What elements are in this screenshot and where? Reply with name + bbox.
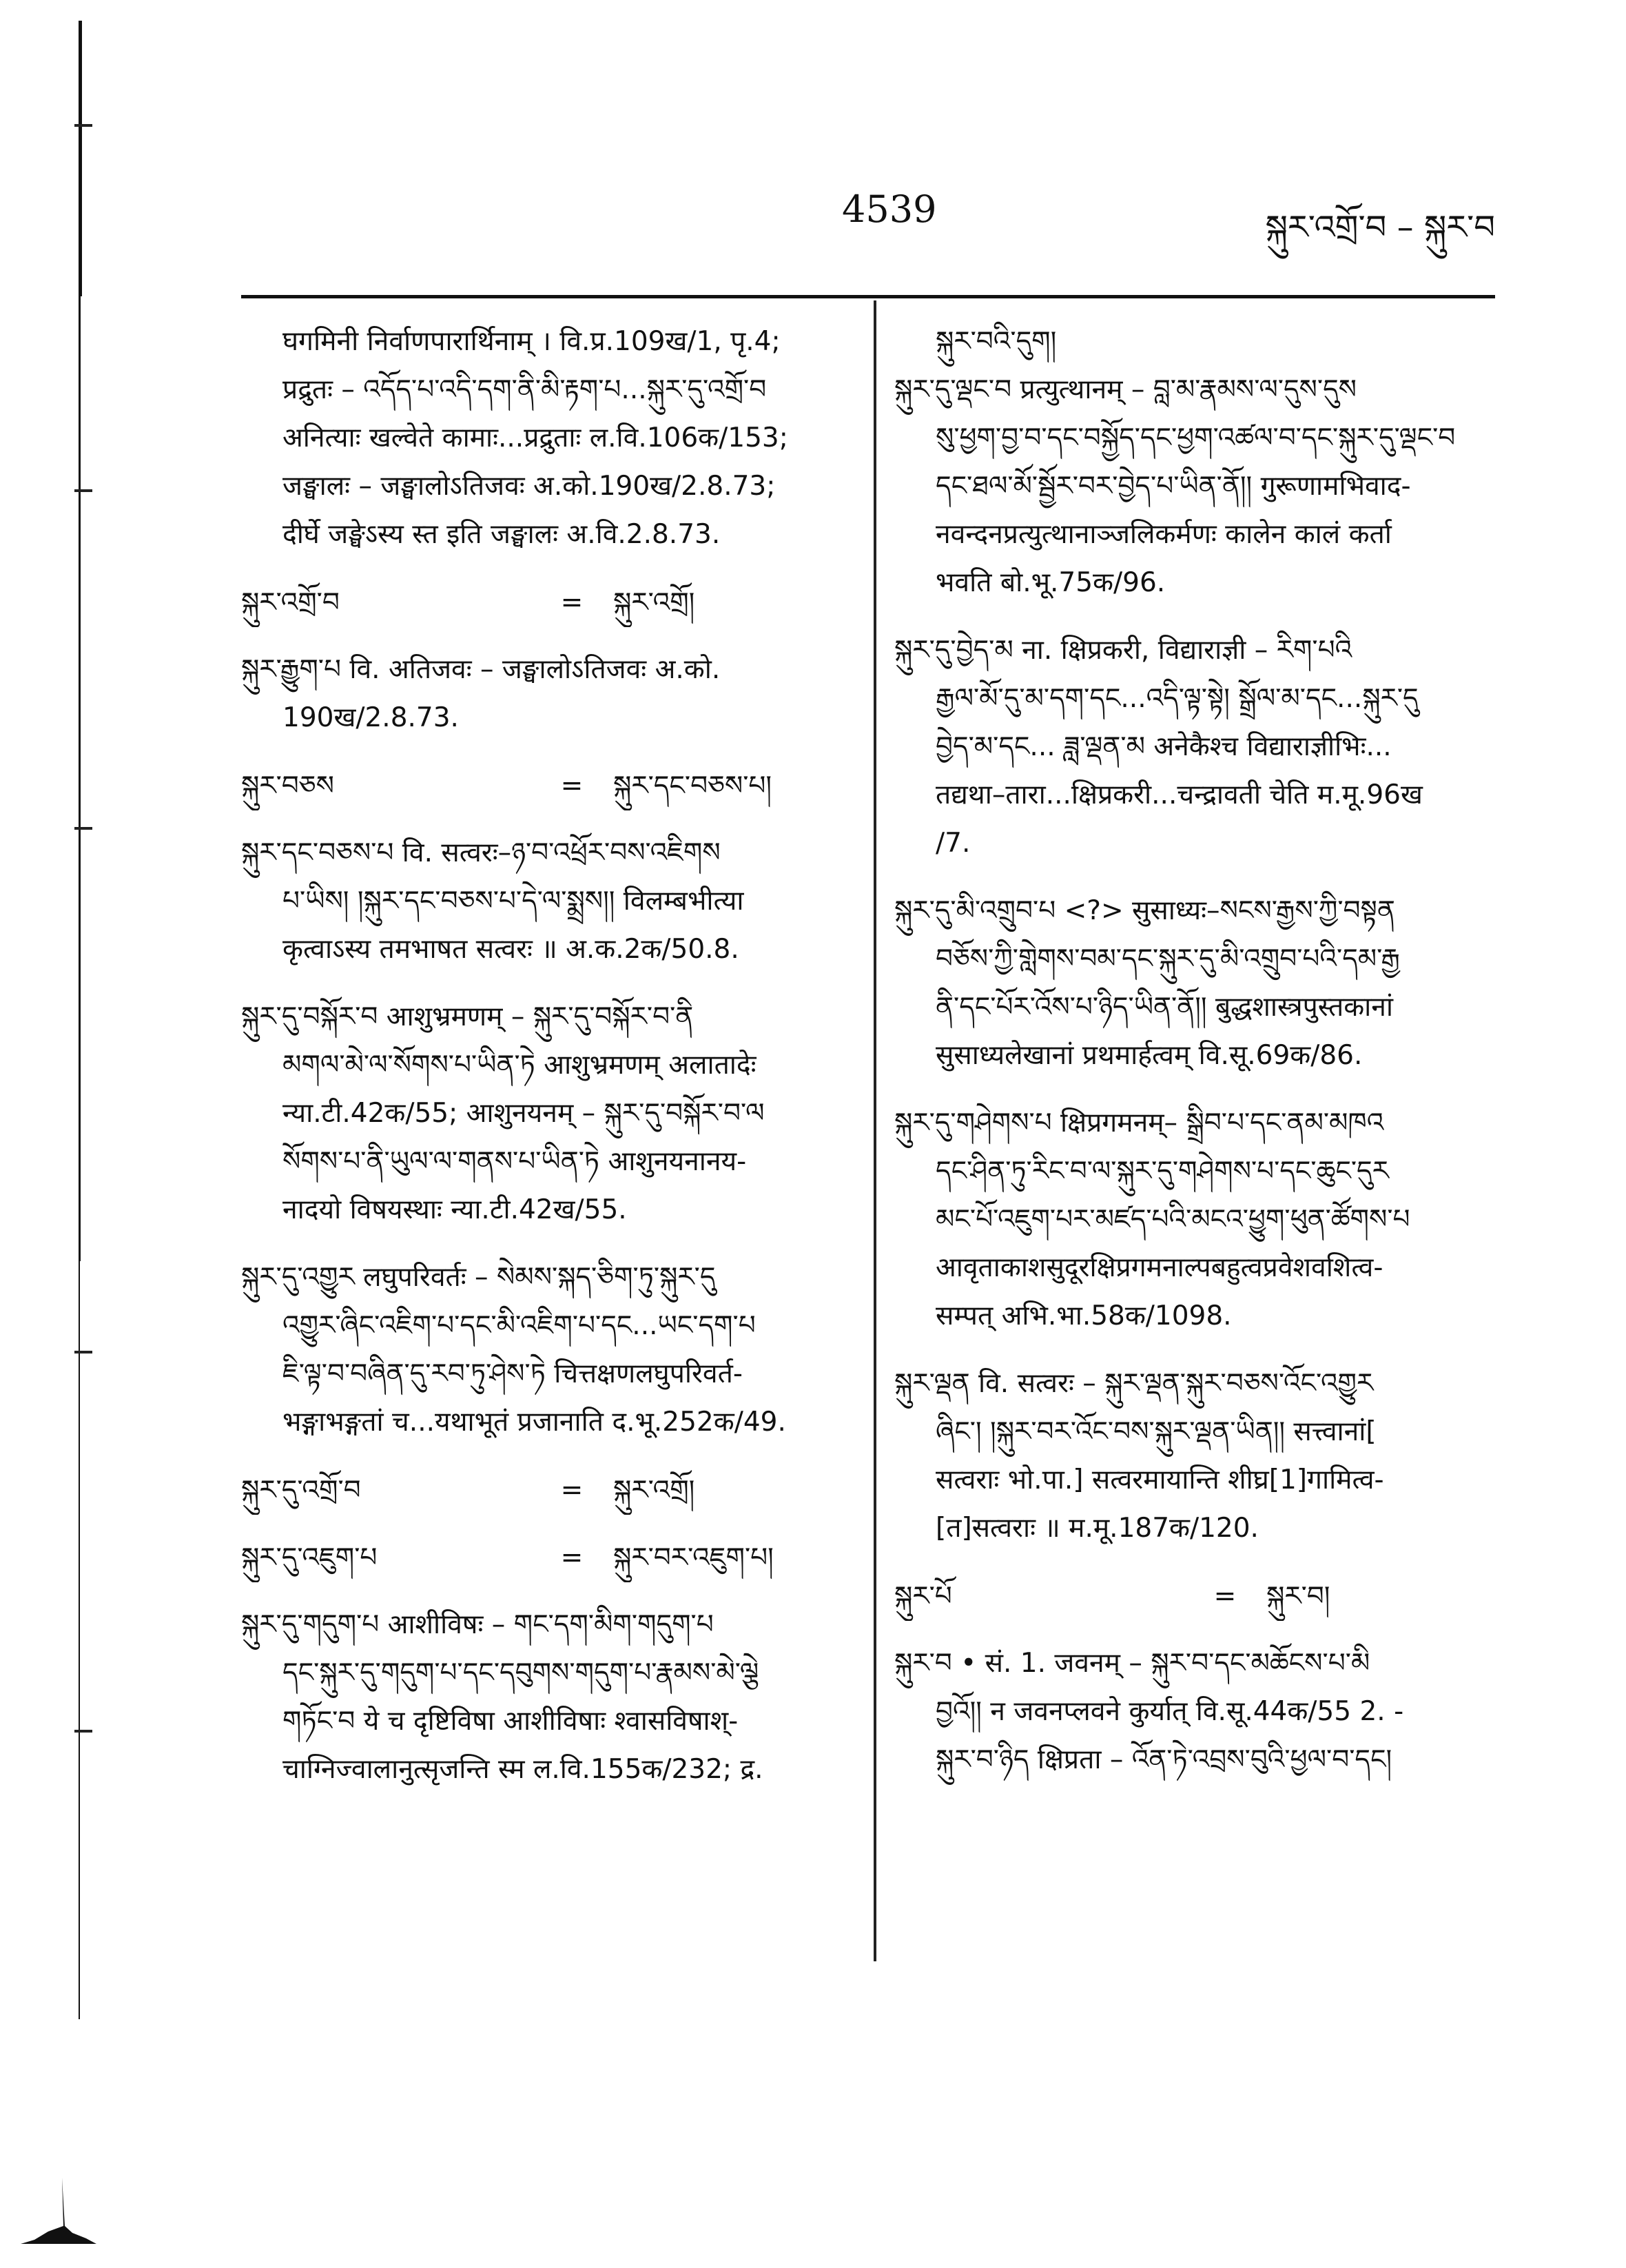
entry-headword-line: སྐུར་དུ་མི་འགྲུབ་པ <?> सुसाध्यः–སངས་རྒྱས་ཀྱི་བསྟན xyxy=(894,895,1395,926)
cross-reference-entry xyxy=(241,579,847,627)
entry-continuation-line: བྱའོ།། न जवनप्लवने कुर्यात् वि.सू.44क/55 2. - xyxy=(936,1696,1404,1727)
equals-sign: = xyxy=(560,587,584,618)
entry-continuation-line: प्रद्रुतः – འདོད་པ་འདི་དག་ནི་མི་རྟག་པ...སྐུར་དུ་འགྲོ་བ xyxy=(282,374,767,405)
entry-continuation-line: सम्पत् अभि.भा.58क/1098. xyxy=(936,1300,1232,1331)
entry-headword-line: སྐུར་དུ་བྱེད་མ ना. क्षिप्रकरी, विद्याराज्ञी – རིག་པའི xyxy=(894,635,1352,666)
entry-continuation-line: सत्वराः भो.पा.] सत्वरमायान्ति शीघ्र[1]गामित्व- xyxy=(936,1464,1384,1495)
entry-continuation-line: མགལ་མེ་ལ་སོགས་པ་ཡིན་ཏེ आशुभ्रमणम् अलातादेः xyxy=(282,1050,757,1081)
entry-continuation-line: दीर्घे जङ्घेऽस्य स्त इति जङ्घालः अ.वि.2.8.73. xyxy=(282,519,721,550)
headword: སྐུར་པོ xyxy=(894,1581,952,1612)
entry-gap xyxy=(894,1341,1501,1360)
entry-headword-line: སྐུར་དུ་ལྡང་བ प्रत्युत्थानम् – བླ་མ་རྣམས་ལ་དུས་དུས xyxy=(894,374,1357,405)
entry-gap xyxy=(894,608,1501,627)
entry-continuation-line: བྱེད་མ་དང... ཟླ་ལྡན་མ अनेकैश्च विद्याराज्ञीभिः... xyxy=(936,731,1392,762)
equals-sign: = xyxy=(560,1475,584,1506)
entry-continuation-line: བཅོས་ཀྱི་གླེགས་བམ་དང་སྐུར་དུ་མི་འགྲུབ་པའི་དམ་རྒྱ xyxy=(936,943,1400,974)
equals-sign: = xyxy=(1213,1581,1237,1612)
entry-continuation-line: རྒྱལ་མོ་དུ་མ་དག་དང...འདི་ལྟ་སྟེ། སྒྲོལ་མ་དང...སྐུར་དུ xyxy=(936,683,1419,714)
cross-reference-entry xyxy=(241,1467,847,1515)
page-number: 4539 xyxy=(842,187,937,231)
entry-headword-line: སྐུར་དུ་གདུག་པ आशीविषः – གང་དག་མིག་གདུག་པ xyxy=(241,1609,714,1640)
entry-gap xyxy=(241,743,847,762)
headword: སྐུར་དུ་འཇུག་པ xyxy=(241,1542,378,1573)
entry-continuation-line: नवन्दनप्रत्युत्थानाञ्जलिकर्मणः कालेन कालं कर्ता xyxy=(936,519,1392,550)
entry-continuation-line: घगमिनी निर्वाणपारार्थिनाम् । वि.प्र.109ख/1, पृ.4; xyxy=(282,326,781,357)
cross-reference-target: སྐུར་དང་བཅས་པ། xyxy=(613,770,772,801)
headword: སྐུར་བཅས xyxy=(241,770,334,801)
entry-continuation-line: དང་ཤིན་ཏུ་རིང་བ་ལ་སྐུར་དུ་གཤེགས་པ་དང་ཆུང་དུར xyxy=(936,1156,1389,1187)
cross-reference-entry xyxy=(241,762,847,810)
entry-continuation-line: सुसाध्यलेखानां प्रथमार्हत्वम् वि.सू.69क/86. xyxy=(936,1040,1363,1071)
entry-gap xyxy=(241,627,847,646)
headword: སྐུར་འགྲོ་བ xyxy=(241,587,340,618)
running-head: སྐུར་འགྲོ་བ – སྐུར་བ xyxy=(1265,208,1495,247)
header-rule xyxy=(241,295,1495,298)
entry-gap xyxy=(241,560,847,579)
entry-gap xyxy=(894,1621,1501,1640)
entry-continuation-line: སོགས་པ་ནི་ཡུལ་ལ་གནས་པ་ཡིན་ཏེ आशुनयनानय- xyxy=(282,1146,747,1177)
entry-continuation-line: [त]सत्वराः ॥ म.मू.187क/120. xyxy=(936,1513,1259,1544)
entry-gap xyxy=(241,1582,847,1602)
cross-reference-target: སྐུར་འགྲོ། xyxy=(613,587,695,618)
entry-continuation-line: तद्यथा–तारा...क्षिप्रकरी...चन्द्रावती चेति म.मू.96ख xyxy=(936,779,1423,810)
entry-continuation-line: སུ་ཕྱག་བྱ་བ་དང་བསྐྱོད་དང་ཕྱག་འཚལ་བ་དང་སྐུར་དུ་ལྡང་བ xyxy=(936,422,1456,453)
equals-sign: = xyxy=(560,1542,584,1573)
cross-reference-target: སྐུར་བ། xyxy=(1266,1581,1330,1612)
column-divider xyxy=(874,300,876,1961)
entry-continuation-line: པ་ཡིས། །སྐུར་དང་བཅས་པ་དེ་ལ་སྨྲས།། विलम्बभीत्या xyxy=(282,886,744,917)
entry-gap xyxy=(894,1081,1501,1100)
entry-continuation-line: དང་སྐུར་དུ་གདུག་པ་དང་དབུགས་གདུག་པ་རྣམས་མེ་ལྕེ xyxy=(282,1657,759,1688)
entry-continuation-line: जङ्घालः – जङ्घालोऽतिजवः अ.को.190ख/2.8.73; xyxy=(282,471,776,502)
entry-continuation-line: སྐུར་བའི་དུག། xyxy=(936,326,1057,357)
entry-continuation-line: ཇི་ལྟ་བ་བཞིན་དུ་རབ་ཏུ་ཤེས་ཏེ चित्तक्षणलघुपरिवर्त- xyxy=(282,1358,743,1389)
entry-continuation-line: གཏོང་བ ये च दृष्टिविषा आशीविषाः श्वासविषाश्- xyxy=(282,1706,739,1737)
entry-gap xyxy=(241,1515,847,1534)
scan-artifact-mark xyxy=(21,2178,96,2247)
entry-continuation-line: འགྱུར་ཞིང་འཇིག་པ་དང་མི་འཇིག་པ་དང...ཡང་དག་པ xyxy=(282,1310,756,1341)
entry-headword-line: སྐུར་རྒྱུག་པ वि. अतिजवः – जङ्घालोऽतिजवः अ.को. xyxy=(241,654,721,685)
entry-continuation-line: ནི་དང་པོར་འོས་པ་ཉིད་ཡིན་ནོ།། बुद्धशास्त्रपुस्तकानां xyxy=(936,992,1394,1023)
entry-headword-line: སྐུར་ལྡན वि. सत्वरः – སྐུར་ལྡན་སྐུར་བཅས་འོང་འགྱུར xyxy=(894,1368,1374,1399)
entry-continuation-line: भङ्गाभङ्गतां च...यथाभूतं प्रजानाति द.भू.252क/49. xyxy=(282,1407,786,1438)
entry-gap xyxy=(894,1553,1501,1573)
entry-continuation-line: མང་པོ་འཇུག་པར་མཛད་པའི་མངའ་ཕྱུག་ཕུན་ཚོགས་པ xyxy=(936,1204,1410,1235)
cross-reference-target: སྐུར་བར་འཇུག་པ། xyxy=(613,1542,774,1573)
entry-headword-line: སྐུར་བ • सं. 1. जवनम् – སྐུར་བ་དང་མཆོངས་པ་མི xyxy=(894,1648,1370,1679)
entry-continuation-line: སྐུར་བ་ཉིད क्षिप्रता – འོན་ཏེ་འབྲས་བུའི་ཕྱལ་བ་དང། xyxy=(936,1744,1392,1775)
entry-gap xyxy=(241,974,847,994)
entry-gap xyxy=(894,868,1501,888)
entry-continuation-line: དང་ཐལ་མོ་སྦྱོར་བར་བྱེད་པ་ཡིན་ནོ།། गुरूणामभिवाद- xyxy=(936,471,1411,502)
entry-headword-line: སྐུར་དུ་བསྐོར་བ आशुभ्रमणम् – སྐུར་དུ་བསྐོར་བ་ནི xyxy=(241,1001,694,1032)
entry-continuation-line: नादयो विषयस्थाः न्या.टी.42ख/55. xyxy=(282,1194,627,1225)
entry-continuation-line: भवति बो.भू.75क/96. xyxy=(936,567,1166,598)
entry-continuation-line: 190ख/2.8.73. xyxy=(282,702,459,733)
equals-sign: = xyxy=(560,770,584,801)
entry-continuation-line: अनित्याः खल्वेते कामाः...प्रद्रुताः ल.वि.106क/153; xyxy=(282,422,788,453)
entry-gap xyxy=(241,1235,847,1254)
right-column xyxy=(894,318,1501,1785)
cross-reference-entry xyxy=(894,1573,1501,1621)
entry-continuation-line: कृत्वाऽस्य तमभाषत सत्वरः ॥ अ.क.2क/50.8. xyxy=(282,934,739,965)
entry-headword-line: སྐུར་དང་བཅས་པ वि. सत्वरः–ཉ་བ་འཕྲོར་བས་འཇིགས xyxy=(241,837,721,868)
cross-reference-target: སྐུར་འགྲོ། xyxy=(613,1475,695,1506)
entry-headword-line: སྐུར་དུ་གཤེགས་པ क्षिप्रगमनम्– སྒྲིབ་པ་དང་ནམ་མཁའ xyxy=(894,1107,1384,1138)
cross-reference-entry xyxy=(241,1534,847,1582)
entry-continuation-line: ཞིང་། །སྐུར་བར་འོང་བས་སྐུར་ལྡན་ཡིན།། सत्त्वानां[ xyxy=(936,1416,1377,1447)
entry-gap xyxy=(241,1447,847,1467)
entry-continuation-line: चाग्निज्वालानुत्सृजन्ति स्म ल.वि.155क/232; द्र. xyxy=(282,1754,763,1785)
entry-headword-line: སྐུར་དུ་འགྱུར लघुपरिवर्तः – སེམས་སྐད་ཅིག་ཏུ་སྐུར་དུ xyxy=(241,1262,716,1293)
binding-edge-decoration xyxy=(74,21,83,2247)
headword: སྐུར་དུ་འགྲོ་བ xyxy=(241,1475,361,1506)
left-column xyxy=(241,318,847,1795)
entry-continuation-line: आवृताकाशसुदूरक्षिप्रगमनाल्पबहुत्वप्रवेशवशित्व- xyxy=(936,1252,1383,1283)
entry-continuation-line: /7. xyxy=(936,828,971,859)
entry-continuation-line: न्या.टी.42क/55; आशुनयनम् – སྐུར་དུ་བསྐོར་བ་ལ xyxy=(282,1098,765,1129)
entry-gap xyxy=(241,810,847,830)
